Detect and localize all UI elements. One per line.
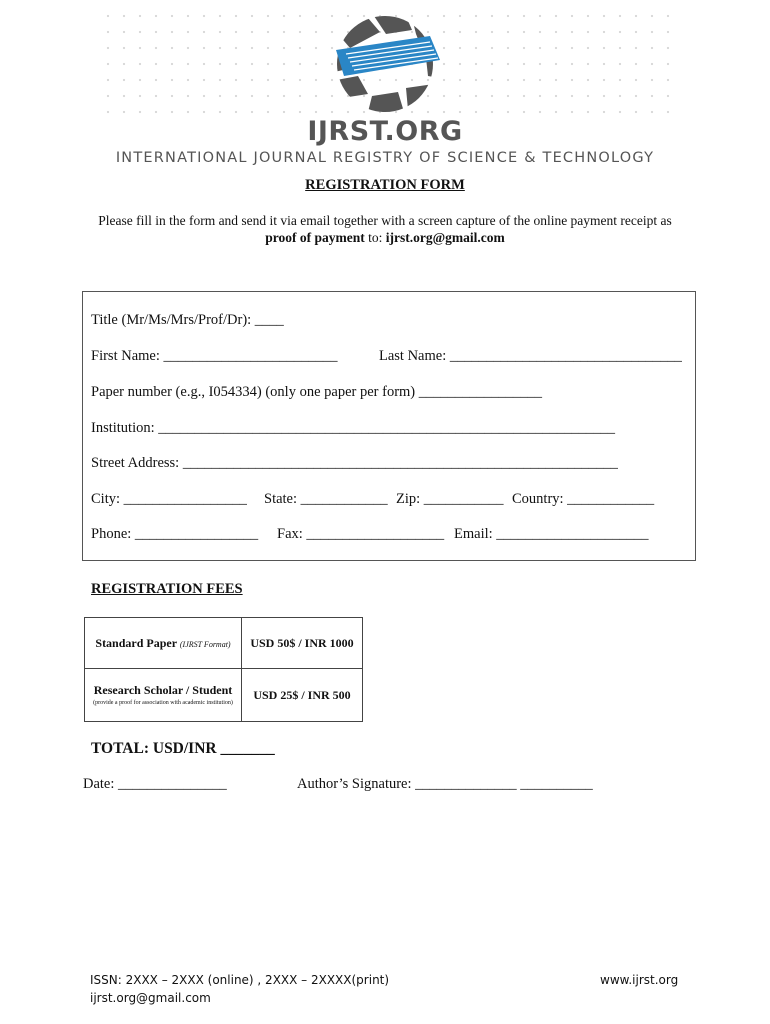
brand-subtitle: INTERNATIONAL JOURNAL REGISTRY OF SCIENCE & TECHNOLOGY (115, 150, 655, 166)
globe-book-icon (328, 14, 442, 114)
fee-note: (provide a proof for association with academic institution) (93, 700, 233, 706)
table-row (85, 669, 363, 722)
fax-field[interactable]: Fax: ___________________ (277, 526, 445, 542)
street-address-field[interactable]: Street Address: ____________________________________________________________ (91, 455, 618, 471)
date-field[interactable]: Date: _______________ (83, 776, 227, 792)
fees-title: REGISTRATION FEES (91, 581, 243, 597)
form-title: REGISTRATION FORM (305, 177, 465, 193)
fees-table (84, 617, 363, 722)
fee-tag: (IJRST Format) (179, 639, 231, 649)
brand-name: IJRST.ORG (307, 116, 463, 147)
email-field[interactable]: Email: _____________________ (454, 526, 649, 542)
fee-price: USD 50$ / INR 1000 (242, 618, 363, 669)
table-row (85, 618, 363, 669)
fee-label: Research Scholar / Student (93, 683, 233, 697)
intro-to: to: (364, 230, 386, 245)
institution-field[interactable]: Institution: _______________________________________________________________ (91, 420, 616, 436)
zip-field[interactable]: Zip: ___________ (396, 491, 504, 507)
title-field[interactable]: Title (Mr/Ms/Mrs/Prof/Dr): ____ (91, 312, 284, 328)
footer-email: ijrst.org@gmail.com (90, 991, 211, 1005)
total-field[interactable]: TOTAL: USD/INR _______ (91, 740, 275, 757)
last-name-field[interactable]: Last Name: ________________________________ (379, 348, 682, 364)
paper-number-field[interactable]: Paper number (e.g., I054334) (only one paper per form) _________________ (91, 384, 543, 400)
city-field[interactable]: City: _________________ (91, 491, 247, 507)
intro-text (60, 212, 710, 246)
country-field[interactable]: Country: ____________ (512, 491, 655, 507)
footer-issn: ISSN: 2XXX – 2XXX (online) , 2XXX – 2XXXX(print) (90, 973, 390, 987)
state-field[interactable]: State: ____________ (264, 491, 388, 507)
first-name-field[interactable]: First Name: ________________________ (91, 348, 338, 364)
registration-box (82, 291, 696, 561)
intro-bold: proof of payment (265, 230, 365, 245)
phone-field[interactable]: Phone: _________________ (91, 526, 259, 542)
fee-label-cell (85, 618, 242, 669)
footer-website: www.ijrst.org (600, 973, 679, 987)
intro-line: Please fill in the form and send it via email together with a screen capture of the online payment receipt as (98, 213, 672, 228)
fee-label-cell (85, 669, 242, 722)
fee-label: Standard Paper (95, 635, 177, 650)
fee-price: USD 25$ / INR 500 (242, 669, 363, 722)
signature-field[interactable]: Author’s Signature: ______________ __________ (297, 776, 593, 792)
intro-email: ijrst.org@gmail.com (385, 230, 505, 245)
